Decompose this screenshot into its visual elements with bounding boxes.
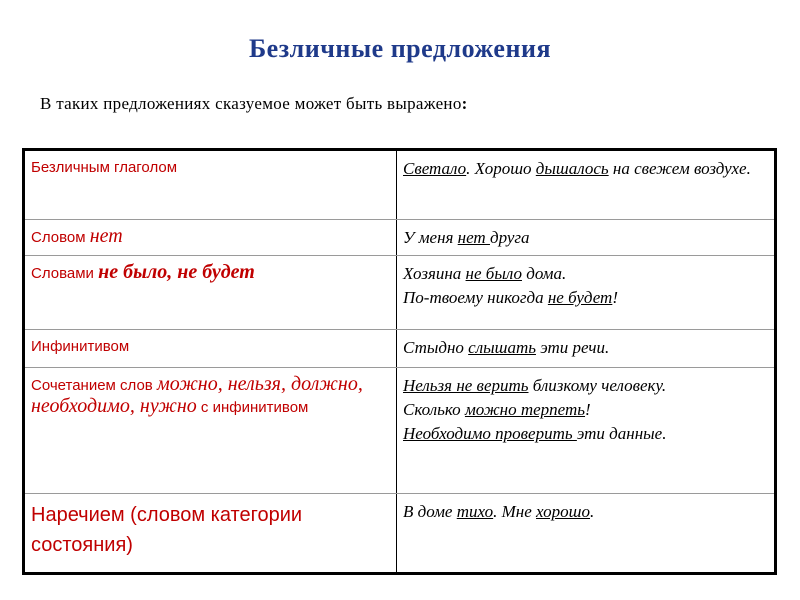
predicate-underlined: не было [465, 264, 522, 283]
example-sentence [403, 226, 768, 250]
example-text: дома. [521, 264, 567, 283]
example-text: . Хорошо [466, 159, 536, 178]
example-sentence [403, 262, 768, 286]
example-text: Хозяина [403, 264, 466, 283]
subtitle [40, 94, 468, 114]
example-sentence [403, 398, 768, 422]
example-text: эти речи. [535, 338, 610, 357]
page-title: Безличные предложения [248, 34, 552, 63]
example-text: . Мне [493, 502, 537, 521]
row-4-example [397, 330, 776, 368]
example-sentence [403, 500, 768, 524]
example-text: В доме [403, 502, 457, 521]
predicate-underlined: не будет [547, 288, 613, 307]
method-text: Словом [31, 229, 90, 246]
row-3-example [397, 256, 776, 330]
example-text: эти данные. [576, 424, 667, 443]
row-1-example [397, 150, 776, 220]
example-sentence [403, 157, 768, 181]
table-row [24, 494, 776, 574]
example-text: . [590, 502, 595, 521]
table-row [24, 330, 776, 368]
example-sentence [403, 286, 768, 310]
method-text: Безличным глаголом [31, 159, 178, 176]
method-text: с инфинитивом [196, 399, 309, 416]
predicate-underlined: нет [457, 228, 490, 247]
example-text: Стыдно [403, 338, 469, 357]
example-sentence [403, 336, 768, 360]
table-row [24, 150, 776, 220]
method-text: нет [89, 225, 123, 247]
table-row [24, 256, 776, 330]
example-text: близкому человеку. [528, 376, 667, 395]
row-2-method [24, 220, 397, 256]
example-text: По-твоему никогда [403, 288, 548, 307]
predicate-underlined: можно терпеть [464, 400, 586, 419]
example-text: ! [612, 288, 618, 307]
example-sentence [403, 422, 768, 446]
predicate-underlined: слышать [468, 338, 536, 357]
row-1-method [24, 150, 397, 220]
row-3-method [24, 256, 397, 330]
predicate-underlined: Нельзя не верить [403, 376, 529, 395]
example-text: на свежем воздухе. [608, 159, 751, 178]
subtitle-text: В таких предложениях сказуемое может быть выражено [40, 94, 462, 113]
subtitle-colon: : [461, 94, 468, 113]
example-sentence [403, 374, 768, 398]
row-5-method [24, 368, 397, 494]
example-text: Сколько [403, 400, 465, 419]
row-6-method [24, 494, 397, 574]
method-text: Словами [31, 265, 99, 282]
example-text: друга [489, 228, 530, 247]
predicate-underlined: дышалось [535, 159, 609, 178]
predicate-underlined: Светало [403, 159, 467, 178]
method-text: Инфинитивом [31, 338, 130, 355]
predicate-underlined: тихо [456, 502, 494, 521]
row-2-example [397, 220, 776, 256]
row-6-example [397, 494, 776, 574]
method-text: Сочетанием слов [31, 377, 157, 394]
example-text: У меня [403, 228, 458, 247]
row-5-example [397, 368, 776, 494]
row-4-method [24, 330, 397, 368]
table-row [24, 368, 776, 494]
rules-table [22, 148, 777, 575]
predicate-underlined: хорошо [536, 502, 590, 521]
method-text: Наречием (словом категории состояния) [31, 504, 303, 556]
method-text: не было, не будет [98, 261, 255, 283]
table-row [24, 220, 776, 256]
predicate-underlined: Необходимо проверить [403, 424, 577, 443]
method-text: можно, нельзя, должно, необходимо, нужно [31, 373, 363, 417]
example-text: ! [585, 400, 591, 419]
